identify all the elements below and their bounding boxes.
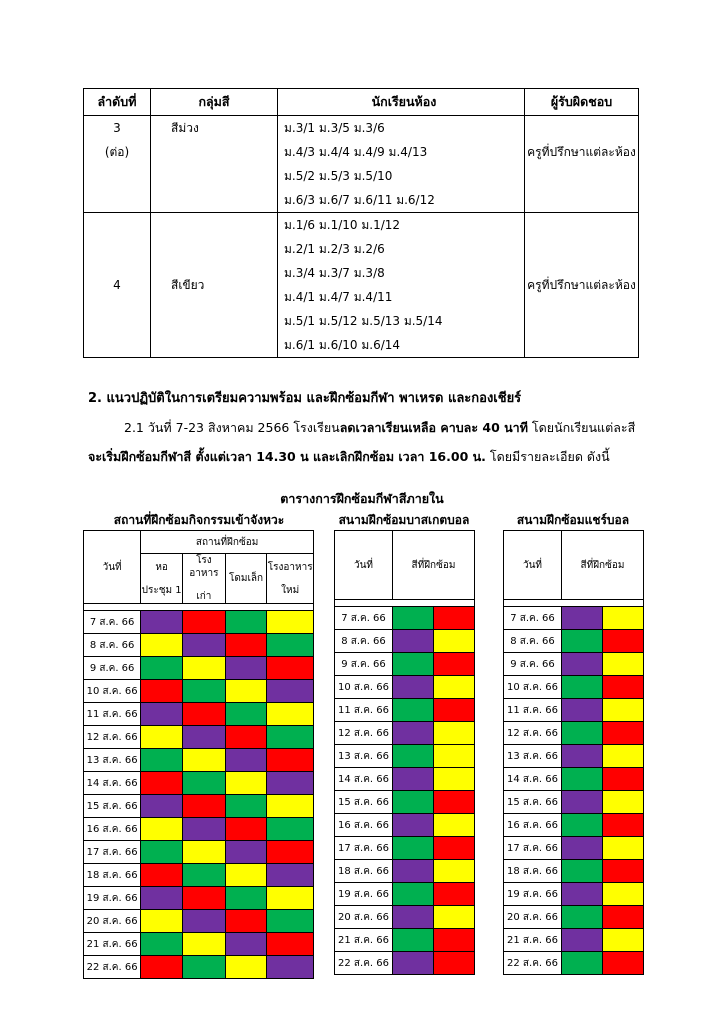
col-header-old-canteen (183, 554, 226, 604)
schedule-row (335, 745, 475, 768)
venue2-color-cell (393, 653, 434, 676)
venue1-color-cell (183, 841, 226, 864)
venue1-color-cell (183, 910, 226, 933)
date-cell: 7 ส.ค. 66 (504, 607, 562, 630)
date-cell: 11 ส.ค. 66 (84, 703, 141, 726)
venue3-color-cell (562, 630, 603, 653)
venue3-schedule-table (503, 530, 644, 975)
venue2-color-cell (393, 883, 434, 906)
color-header: สีที่ฝึกซ้อม (393, 531, 475, 600)
schedule-row (335, 906, 475, 929)
schedule-row (504, 791, 644, 814)
venue1-color-cell (183, 887, 226, 910)
venue1-color-cell (225, 657, 267, 680)
schedule-row (335, 722, 475, 745)
venue1-title: สถานที่ฝึกซ้อมกิจกรรมเข้าจังหวะ (113, 513, 285, 527)
venue1-color-cell (267, 726, 314, 749)
venue3-color-cell (562, 814, 603, 837)
venue1-color-cell (225, 956, 267, 979)
venue1-color-cell (183, 795, 226, 818)
date-cell: 9 ส.ค. 66 (504, 653, 562, 676)
venue1-color-cell (183, 933, 226, 956)
venue3-color-cell (562, 883, 603, 906)
paragraph-bold-text: จะเริ่มฝึกซ้อมกีฬาสี ตั้งแต่เวลา 14.30 น และเลิกฝึกซ้อม เวลา 16.00 น. (88, 449, 486, 464)
date-cell: 10 ส.ค. 66 (335, 676, 393, 699)
venue1-color-cell (141, 749, 183, 772)
venue1-color-cell (183, 772, 226, 795)
date-cell: 15 ส.ค. 66 (504, 791, 562, 814)
venue2-schedule-table (334, 530, 475, 975)
date-cell: 7 ส.ค. 66 (335, 607, 393, 630)
spacer-row (335, 600, 475, 607)
venue3-color-cell (603, 745, 644, 768)
venue3-color-cell (603, 630, 644, 653)
venue3-color-cell (603, 768, 644, 791)
schedule-row (84, 864, 314, 887)
date-cell: 10 ส.ค. 66 (504, 676, 562, 699)
date-header: วันที่ (84, 531, 141, 604)
venue2-color-cell (434, 630, 475, 653)
paragraph-text: โดยมีรายละเอียด ดังนี้ (485, 449, 610, 464)
date-cell: 12 ส.ค. 66 (84, 726, 141, 749)
venue1-color-cell (225, 795, 267, 818)
class-line: ม.3/1 ม.3/5 ม.3/6 (284, 121, 385, 135)
venue2-color-cell (434, 653, 475, 676)
venue3-color-cell (562, 952, 603, 975)
date-cell: 13 ส.ค. 66 (504, 745, 562, 768)
header-color-group: กลุ่มสี (151, 89, 278, 116)
date-cell: 17 ส.ค. 66 (335, 837, 393, 860)
venue1-color-cell (267, 749, 314, 772)
venue2-color-cell (434, 952, 475, 975)
schedule-row (84, 634, 314, 657)
venue1-color-cell (183, 703, 226, 726)
venue2-color-cell (434, 768, 475, 791)
date-cell: 13 ส.ค. 66 (84, 749, 141, 772)
date-cell: 17 ส.ค. 66 (504, 837, 562, 860)
venue1-color-cell (141, 818, 183, 841)
venue2-color-cell (393, 952, 434, 975)
venue2-color-cell (434, 699, 475, 722)
date-cell: 14 ส.ค. 66 (335, 768, 393, 791)
schedule-row (504, 952, 644, 975)
schedule-row (84, 680, 314, 703)
schedule-row (504, 860, 644, 883)
venue2-color-cell (434, 607, 475, 630)
venue3-color-cell (562, 699, 603, 722)
date-cell: 18 ส.ค. 66 (84, 864, 141, 887)
header-number: ลำดับที่ (84, 89, 151, 116)
schedule-row (504, 768, 644, 791)
venue1-color-cell (267, 887, 314, 910)
col-header-line: โรงอาหาร (267, 561, 313, 573)
schedule-row (84, 910, 314, 933)
col-header-line: ประชุม 1 (141, 584, 182, 596)
venue3-color-cell (603, 952, 644, 975)
row-color-group: สีเขียว (151, 213, 278, 358)
schedule-row (504, 745, 644, 768)
venue1-color-cell (141, 795, 183, 818)
schedule-row (335, 607, 475, 630)
date-cell: 20 ส.ค. 66 (335, 906, 393, 929)
schedule-row (84, 703, 314, 726)
venue3-color-cell (562, 722, 603, 745)
row-number-note: (ต่อ) (104, 145, 130, 159)
date-cell: 9 ส.ค. 66 (335, 653, 393, 676)
venue1-color-cell (141, 680, 183, 703)
venue2-color-cell (434, 837, 475, 860)
venue1-color-cell (183, 657, 226, 680)
venue3-color-cell (562, 906, 603, 929)
row-number: 4 (84, 213, 151, 358)
schedule-row (504, 906, 644, 929)
venue1-color-cell (267, 772, 314, 795)
venue1-color-cell (141, 772, 183, 795)
venue2-color-cell (393, 722, 434, 745)
schedule-row (504, 929, 644, 952)
date-cell: 7 ส.ค. 66 (84, 611, 141, 634)
venue1-color-cell (267, 680, 314, 703)
venue1-color-cell (225, 887, 267, 910)
venue1-color-cell (141, 657, 183, 680)
schedule-row (504, 699, 644, 722)
date-cell: 21 ส.ค. 66 (504, 929, 562, 952)
venue1-color-cell (183, 818, 226, 841)
venue3-color-cell (603, 906, 644, 929)
venue1-color-cell (183, 611, 226, 634)
venue1-color-cell (225, 611, 267, 634)
schedule-row (504, 676, 644, 699)
venue3-color-cell (603, 929, 644, 952)
col-header-line: โดมเล็ก (228, 573, 264, 584)
venue1-color-cell (183, 634, 226, 657)
schedule-row (84, 749, 314, 772)
date-cell: 12 ส.ค. 66 (504, 722, 562, 745)
schedule-row (504, 722, 644, 745)
venue1-color-cell (183, 749, 226, 772)
class-line: ม.4/1 ม.4/7 ม.4/11 (284, 290, 393, 304)
venue3-color-cell (603, 860, 644, 883)
venue3-title: สนามฝึกซ้อมแชร์บอล (516, 513, 630, 527)
paragraph-line-1 (124, 418, 635, 438)
schedule-row (84, 772, 314, 795)
schedule-row (504, 837, 644, 860)
venue1-color-cell (225, 864, 267, 887)
schedule-row (504, 814, 644, 837)
date-header: วันที่ (335, 531, 393, 600)
date-cell: 22 ส.ค. 66 (504, 952, 562, 975)
venue1-color-cell (225, 841, 267, 864)
schedule-row (504, 607, 644, 630)
date-cell: 14 ส.ค. 66 (84, 772, 141, 795)
venue1-color-cell (183, 680, 226, 703)
date-cell: 9 ส.ค. 66 (84, 657, 141, 680)
date-cell: 15 ส.ค. 66 (335, 791, 393, 814)
schedule-row (335, 814, 475, 837)
venue3-color-cell (603, 607, 644, 630)
venue2-color-cell (434, 906, 475, 929)
venue1-color-cell (225, 634, 267, 657)
schedule-row (84, 887, 314, 910)
venue2-color-cell (393, 814, 434, 837)
venue1-color-cell (225, 680, 267, 703)
row-classes (278, 116, 525, 213)
venue2-color-cell (434, 883, 475, 906)
venue3-color-cell (603, 883, 644, 906)
date-cell: 20 ส.ค. 66 (84, 910, 141, 933)
class-line: ม.3/4 ม.3/7 ม.3/8 (284, 266, 385, 280)
date-cell: 19 ส.ค. 66 (504, 883, 562, 906)
color-header: สีที่ฝึกซ้อม (562, 531, 644, 600)
venue2-color-cell (434, 814, 475, 837)
venue2-color-cell (393, 607, 434, 630)
venue3-color-cell (562, 607, 603, 630)
venue1-color-cell (141, 703, 183, 726)
col-header-line: โรงอาหาร (189, 555, 219, 579)
venue2-color-cell (434, 676, 475, 699)
schedule-row (84, 657, 314, 680)
venue1-color-cell (141, 864, 183, 887)
venue1-color-cell (267, 933, 314, 956)
venue2-color-cell (434, 860, 475, 883)
col-header-small-dome (225, 554, 267, 604)
schedule-row (335, 791, 475, 814)
schedule-row (504, 883, 644, 906)
table-header-row (335, 531, 475, 600)
date-cell: 21 ส.ค. 66 (84, 933, 141, 956)
paragraph-text: 2.1 วันที่ 7-23 สิงหาคม 2566 โรงเรียน (124, 420, 340, 435)
schedule-row (335, 929, 475, 952)
schedule-row (84, 795, 314, 818)
venue2-title: สนามฝึกซ้อมบาสเกตบอล (338, 513, 470, 527)
schedule-title: ตารางการฝึกซ้อมกีฬาสีภายใน (280, 491, 444, 506)
col-header-hall (141, 554, 183, 604)
venue1-color-cell (225, 933, 267, 956)
venue1-color-cell (267, 703, 314, 726)
venue1-color-cell (225, 910, 267, 933)
class-line: ม.6/1 ม.6/10 ม.6/14 (284, 338, 401, 352)
date-cell: 8 ส.ค. 66 (84, 634, 141, 657)
schedule-row (84, 841, 314, 864)
date-cell: 12 ส.ค. 66 (335, 722, 393, 745)
schedule-row (504, 630, 644, 653)
venue2-color-cell (393, 837, 434, 860)
date-cell: 18 ส.ค. 66 (504, 860, 562, 883)
date-cell: 15 ส.ค. 66 (84, 795, 141, 818)
venue1-color-cell (183, 864, 226, 887)
date-cell: 17 ส.ค. 66 (84, 841, 141, 864)
venue1-color-cell (225, 818, 267, 841)
date-cell: 19 ส.ค. 66 (335, 883, 393, 906)
venue1-color-cell (183, 726, 226, 749)
venue3-color-cell (562, 768, 603, 791)
venue1-color-cell (141, 841, 183, 864)
date-cell: 18 ส.ค. 66 (335, 860, 393, 883)
spacer-row (84, 604, 314, 611)
schedule-row (84, 726, 314, 749)
date-cell: 13 ส.ค. 66 (335, 745, 393, 768)
venue2-color-cell (393, 745, 434, 768)
venue1-color-cell (225, 749, 267, 772)
color-group-table (83, 88, 639, 358)
paragraph-line-2 (88, 447, 610, 467)
venue3-color-cell (603, 653, 644, 676)
section-heading: 2. แนวปฏิบัติในการเตรียมความพร้อม และฝึกซ้อมกีฬา พาเหรด และกองเชียร์ (88, 391, 522, 406)
row-classes (278, 213, 525, 358)
schedule-row (335, 883, 475, 906)
venue3-color-cell (603, 699, 644, 722)
venue1-color-cell (141, 887, 183, 910)
venue2-color-cell (393, 791, 434, 814)
venue1-color-cell (267, 841, 314, 864)
date-cell: 19 ส.ค. 66 (84, 887, 141, 910)
schedule-row (84, 611, 314, 634)
date-cell: 20 ส.ค. 66 (504, 906, 562, 929)
date-cell: 16 ส.ค. 66 (504, 814, 562, 837)
venue1-color-cell (141, 956, 183, 979)
venue2-color-cell (393, 768, 434, 791)
venue1-color-cell (141, 726, 183, 749)
schedule-row (335, 952, 475, 975)
venue3-color-cell (562, 676, 603, 699)
header-classes: นักเรียนห้อง (278, 89, 525, 116)
venue3-color-cell (562, 745, 603, 768)
table-header-row (84, 531, 314, 554)
date-cell: 8 ส.ค. 66 (335, 630, 393, 653)
row-responsible: ครูที่ปรึกษาแต่ละห้อง (525, 116, 639, 213)
venue1-color-cell (225, 726, 267, 749)
venue3-color-cell (562, 929, 603, 952)
venue3-color-cell (603, 814, 644, 837)
table-row (84, 213, 639, 358)
venue2-color-cell (393, 929, 434, 952)
spacer-row (504, 600, 644, 607)
venue3-color-cell (562, 860, 603, 883)
row-number-cell (84, 116, 151, 213)
schedule-row (335, 837, 475, 860)
venue1-color-cell (225, 772, 267, 795)
schedule-row (84, 956, 314, 979)
col-header-line: เก่า (196, 591, 212, 602)
venue3-color-cell (603, 837, 644, 860)
venue3-color-cell (603, 791, 644, 814)
venue1-color-cell (141, 933, 183, 956)
venue3-color-cell (562, 837, 603, 860)
col-header-new-canteen (267, 554, 314, 604)
class-line: ม.6/3 ม.6/7 ม.6/11 ม.6/12 (284, 193, 435, 207)
row-responsible: ครูที่ปรึกษาแต่ละห้อง (525, 213, 639, 358)
venue2-color-cell (434, 791, 475, 814)
venue1-color-cell (267, 956, 314, 979)
row-number: 3 (113, 121, 121, 135)
table-header-row (84, 89, 639, 116)
venue2-color-cell (393, 630, 434, 653)
venue3-color-cell (603, 722, 644, 745)
schedule-row (335, 653, 475, 676)
date-cell: 10 ส.ค. 66 (84, 680, 141, 703)
venue1-color-cell (141, 910, 183, 933)
venue1-color-cell (267, 657, 314, 680)
date-cell: 11 ส.ค. 66 (335, 699, 393, 722)
schedule-row (84, 818, 314, 841)
venue1-color-cell (141, 634, 183, 657)
date-cell: 21 ส.ค. 66 (335, 929, 393, 952)
venue1-color-cell (225, 703, 267, 726)
venue2-color-cell (434, 745, 475, 768)
venue2-color-cell (393, 676, 434, 699)
venue3-color-cell (603, 676, 644, 699)
schedule-row (335, 768, 475, 791)
color-group-name: สีม่วง (171, 121, 199, 135)
date-cell: 16 ส.ค. 66 (335, 814, 393, 837)
date-header: วันที่ (504, 531, 562, 600)
schedule-row (84, 933, 314, 956)
venue-group-header: สถานที่ฝึกซ้อม (141, 531, 314, 554)
row-color-group (151, 116, 278, 213)
venue1-color-cell (267, 611, 314, 634)
venue1-color-cell (267, 795, 314, 818)
paragraph-bold-text: ลดเวลาเรียนเหลือ คาบละ 40 นาที (339, 420, 528, 435)
date-cell: 22 ส.ค. 66 (84, 956, 141, 979)
venue2-color-cell (393, 906, 434, 929)
paragraph-text: โดยนักเรียนแต่ละสี (527, 420, 636, 435)
schedule-row (335, 699, 475, 722)
venue2-color-cell (393, 860, 434, 883)
date-cell: 16 ส.ค. 66 (84, 818, 141, 841)
date-cell: 8 ส.ค. 66 (504, 630, 562, 653)
venue2-color-cell (393, 699, 434, 722)
class-line: ม.5/2 ม.5/3 ม.5/10 (284, 169, 393, 183)
schedule-row (504, 653, 644, 676)
venue1-color-cell (141, 611, 183, 634)
class-line: ม.1/6 ม.1/10 ม.1/12 (284, 218, 401, 232)
table-row (84, 116, 639, 213)
venue2-color-cell (434, 929, 475, 952)
venue1-color-cell (267, 910, 314, 933)
venue1-color-cell (267, 634, 314, 657)
table-header-row (504, 531, 644, 600)
class-line: ม.2/1 ม.2/3 ม.2/6 (284, 242, 385, 256)
col-header-line: หอ (155, 561, 168, 573)
schedule-row (335, 630, 475, 653)
venue1-color-cell (267, 864, 314, 887)
venue1-color-cell (183, 956, 226, 979)
venue3-color-cell (562, 653, 603, 676)
class-line: ม.5/1 ม.5/12 ม.5/13 ม.5/14 (284, 314, 443, 328)
venue1-color-cell (267, 818, 314, 841)
schedule-row (335, 860, 475, 883)
venue2-color-cell (434, 722, 475, 745)
venue3-color-cell (562, 791, 603, 814)
date-cell: 11 ส.ค. 66 (504, 699, 562, 722)
date-cell: 14 ส.ค. 66 (504, 768, 562, 791)
class-line: ม.4/3 ม.4/4 ม.4/9 ม.4/13 (284, 145, 428, 159)
col-header-line: ใหม่ (281, 584, 300, 596)
schedule-row (335, 676, 475, 699)
header-responsible: ผู้รับผิดชอบ (525, 89, 639, 116)
venue1-schedule-table (83, 530, 314, 979)
date-cell: 22 ส.ค. 66 (335, 952, 393, 975)
